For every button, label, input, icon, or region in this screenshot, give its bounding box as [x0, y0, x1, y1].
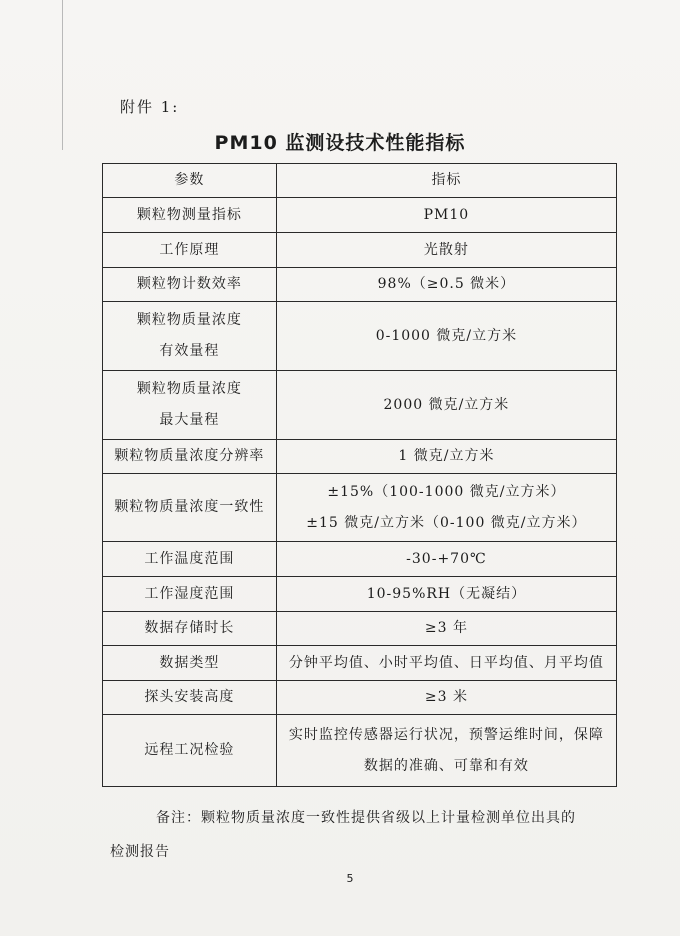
param-text: 颗粒物质量浓度 [136, 312, 242, 328]
param-text: 远程工况检验 [144, 742, 235, 758]
row-param [103, 474, 277, 542]
spec-table [102, 163, 617, 787]
footnote [110, 800, 600, 860]
table-row [103, 474, 617, 542]
value-text: 数据的准确、可靠和有效 [363, 757, 529, 774]
page-number: 5 [346, 872, 354, 885]
param-text: 探头安装高度 [144, 689, 235, 705]
table-row [103, 681, 617, 715]
value-text: 98%（≥0.5 微米） [377, 276, 516, 292]
table-row [103, 577, 617, 612]
table-row [103, 715, 617, 787]
row-param [103, 612, 277, 646]
table-row [103, 542, 617, 577]
row-param [103, 268, 277, 302]
value-text: 0-1000 微克/立方米 [375, 327, 518, 344]
table-header-row [103, 164, 617, 198]
param-text: 颗粒物测量指标 [136, 206, 242, 223]
row-param [103, 646, 277, 681]
row-param [103, 681, 277, 715]
row-param [103, 715, 277, 787]
row-value [276, 198, 616, 233]
value-text: 光散射 [423, 241, 469, 258]
param-text: 工作温度范围 [144, 550, 235, 567]
annex-label: 附件 1: [120, 98, 180, 116]
row-param [103, 302, 277, 371]
row-param [103, 577, 277, 612]
param-text: 数据存储时长 [144, 620, 235, 636]
value-text: ≥3 米 [424, 689, 468, 705]
param-text: 有效量程 [159, 343, 220, 359]
table-row [103, 302, 617, 371]
table-row [103, 233, 617, 268]
table-row [103, 371, 617, 440]
value-text: 1 微克/立方米 [398, 448, 495, 464]
value-text: 10-95%RH（无凝结） [366, 585, 527, 602]
row-value [276, 577, 616, 612]
value-text: 实时监控传感器运行状况，预警运维时间，保障 [288, 726, 604, 743]
table-row [103, 612, 617, 646]
value-text: -30-+70℃ [406, 550, 487, 567]
param-text: 最大量程 [159, 412, 220, 428]
row-value [276, 681, 616, 715]
param-text: 工作湿度范围 [144, 585, 235, 602]
row-value [276, 302, 616, 371]
footnote-line-1: 备注：颗粒物质量浓度一致性提供省级以上计量检测单位出具的 [156, 810, 576, 826]
value-text: 分钟平均值、小时平均值、日平均值、月平均值 [288, 654, 604, 671]
param-text: 颗粒物质量浓度 [136, 381, 242, 397]
table-row [103, 198, 617, 233]
param-text: 颗粒物质量浓度一致性 [114, 499, 265, 515]
param-text: 工作原理 [159, 241, 220, 258]
table-row [103, 646, 617, 681]
row-value [276, 440, 616, 474]
param-text: 颗粒物质量浓度分辨率 [114, 448, 265, 464]
row-value [276, 268, 616, 302]
row-value [276, 612, 616, 646]
table-row [103, 440, 617, 474]
value-text: ±15 微克/立方米（0-100 微克/立方米） [306, 514, 587, 531]
row-value [276, 542, 616, 577]
param-text: 数据类型 [159, 654, 220, 671]
header-param: 参数 [103, 164, 277, 198]
table-row [103, 268, 617, 302]
param-text: 颗粒物计数效率 [136, 276, 242, 292]
row-value [276, 646, 616, 681]
row-param [103, 371, 277, 440]
value-text: 2000 微克/立方米 [383, 396, 510, 413]
row-param [103, 542, 277, 577]
row-param [103, 198, 277, 233]
value-text: ±15%（100-1000 微克/立方米） [327, 483, 566, 500]
row-value [276, 233, 616, 268]
row-value [276, 474, 616, 542]
row-param [103, 440, 277, 474]
header-value: 指标 [276, 164, 616, 198]
row-param [103, 233, 277, 268]
row-value [276, 715, 616, 787]
document-title: PM10 监测设技术性能指标 [214, 132, 466, 154]
footnote-line-2: 检测报告 [110, 844, 170, 860]
value-text: PM10 [423, 206, 470, 223]
value-text: ≥3 年 [424, 620, 468, 636]
row-value [276, 371, 616, 440]
